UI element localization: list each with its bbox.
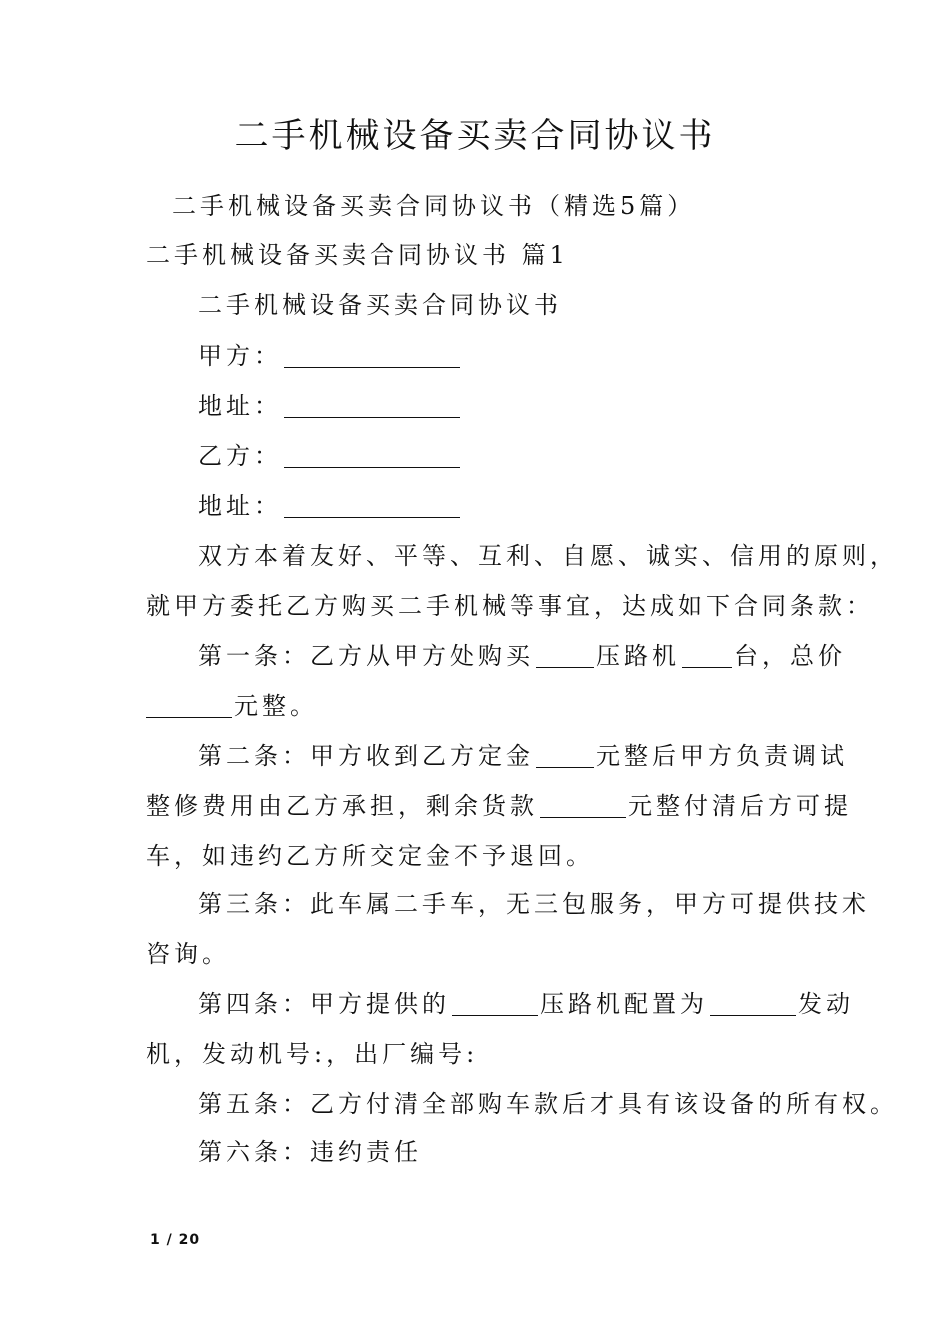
page-number: 1 / 20 [150,1232,201,1248]
article-4-model-blank[interactable] [452,991,538,1016]
article-3-line-2: 咨询。 [146,940,230,968]
article-2-text: 元整后甲方负责调试 [596,742,848,770]
address-b-blank[interactable] [284,493,460,518]
address-b-label: 地址： [198,492,282,520]
subtitle: 二手机械设备买卖合同协议书（精选5篇） [172,192,696,220]
paragraph-line: 双方本着友好、平等、互利、自愿、诚实、信用的原则， [198,542,898,570]
party-b-line [198,438,462,474]
article-2-line [198,738,848,774]
article-1-text: 元整。 [234,692,318,720]
article-4-text: 压路机配置为 [540,990,708,1018]
article-1-model-blank[interactable] [536,643,594,668]
article-4-line [198,986,854,1022]
article-1-text: 台，总价 [734,642,846,670]
contract-heading: 二手机械设备买卖合同协议书 [198,291,562,319]
article-3-line: 第三条：此车属二手车，无三包服务，甲方可提供技术 [198,890,870,918]
article-1-qty-blank[interactable] [682,643,732,668]
article-4-line-2: 机，发动机号:，出厂编号: [146,1040,479,1068]
article-2-text: 第二条：甲方收到乙方定金 [198,742,534,770]
party-a-line [198,338,462,374]
party-a-blank[interactable] [284,343,460,368]
article-1-text: 压路机 [596,642,680,670]
article-2-line-2 [146,788,852,824]
article-4-engine-blank[interactable] [710,991,796,1016]
address-a-line [198,388,462,424]
party-a-label: 甲方： [198,342,282,370]
address-a-blank[interactable] [284,393,460,418]
document-title: 二手机械设备买卖合同协议书 [234,116,716,156]
article-1-total-blank[interactable] [146,693,232,718]
section-heading: 二手机械设备买卖合同协议书 篇1 [146,241,569,269]
article-6-line: 第六条：违约责任 [198,1138,422,1166]
article-2-line-3: 车，如违约乙方所交定金不予退回。 [146,842,594,870]
article-2-text: 元整付清后方可提 [628,792,852,820]
article-2-text: 整修费用由乙方承担，剩余货款 [146,792,538,820]
article-1-line [198,638,846,674]
party-b-blank[interactable] [284,443,460,468]
address-b-line [198,488,462,524]
article-5-line: 第五条：乙方付清全部购车款后才具有该设备的所有权。 [198,1090,898,1118]
party-b-label: 乙方： [198,442,282,470]
article-4-text: 第四条：甲方提供的 [198,990,450,1018]
article-2-deposit-blank[interactable] [536,743,594,768]
article-2-balance-blank[interactable] [540,793,626,818]
article-1-line-2 [146,688,318,724]
address-a-label: 地址： [198,392,282,420]
article-1-text: 第一条：乙方从甲方处购买 [198,642,534,670]
paragraph-line: 就甲方委托乙方购买二手机械等事宜，达成如下合同条款： [146,592,874,620]
article-4-text: 发动 [798,990,854,1018]
